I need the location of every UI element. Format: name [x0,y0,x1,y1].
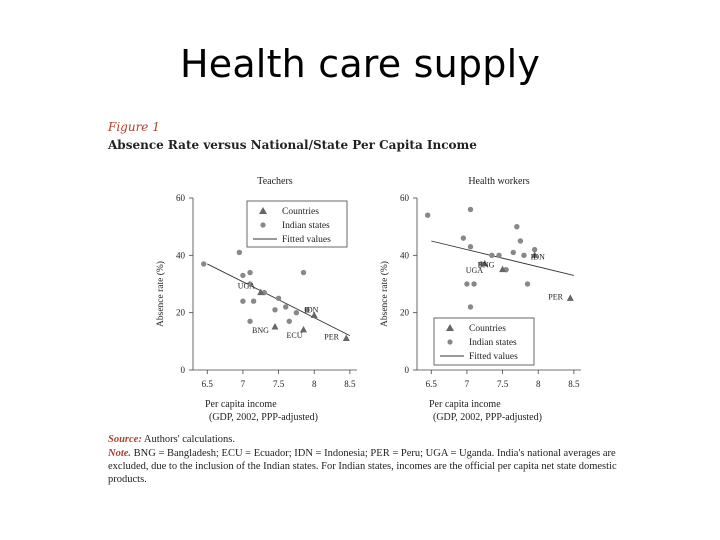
health-workers-legend-states-marker [447,339,452,344]
teachers-x-label-line2: (GDP, 2002, PPP-adjusted) [209,412,318,423]
teachers-state-point [287,319,292,324]
abbreviation-note [108,447,628,486]
teachers-y-tick-label: 0 [180,365,185,375]
health-workers-x-tick-label: 8 [535,379,541,389]
teachers-country-label-idn: IDN [304,305,319,315]
health-workers-country-label-uga: UGA [465,265,484,275]
teachers-state-point [283,304,288,309]
teachers-x-tick-label: 8.5 [344,379,356,389]
teachers-x-tick-label: 6.5 [201,379,213,389]
teachers-y-label: Absence rate (%) [156,261,166,327]
teachers-x-tick-label: 7 [240,379,246,389]
health-workers-state-point [525,281,530,286]
teachers-legend-states: Indian states [282,221,330,231]
slide-title: Health care supply [179,42,541,86]
health-workers-x-tick-label: 8.5 [568,379,580,389]
health-workers-state-point [496,253,501,258]
health-workers-country-label-per: PER [548,292,563,302]
health-workers-y-tick-label: 40 [400,250,409,261]
teachers-country-label-bng: BNG [252,326,269,335]
teachers-state-point [276,296,281,301]
teachers-state-point [240,299,245,304]
teachers-legend-states-marker [260,222,265,227]
health-workers-country-point-per [567,294,574,301]
health-workers-y-tick-label: 60 [400,193,409,203]
health-workers-y-tick-label: 20 [400,307,409,318]
health-workers-x-tick-label: 6.5 [425,379,437,389]
teachers-x-tick-label: 8 [311,379,317,389]
teachers-country-label-uga: UGA [237,281,256,291]
health-workers-country-label-bng: BNG [477,260,495,270]
teachers-state-point [247,319,252,324]
teachers-y-tick-label: 60 [176,193,185,203]
health-workers-x-tick-label: 7 [464,379,470,389]
health-workers-legend-states: Indian states [469,338,517,348]
teachers-state-point [294,310,299,315]
teachers-state-point [272,307,277,312]
health-workers-state-point [468,304,473,309]
teachers-state-point [301,270,306,275]
teachers-country-label-ecu: ECU [286,330,303,340]
health-workers-x-label-line1: Per capita income [429,399,501,410]
health-workers-x-tick-label: 7.5 [496,379,509,389]
health-workers-legend-countries: Countries [469,324,506,334]
health-workers-panel-title: Health workers [468,176,530,187]
teachers-legend-countries: Countries [282,207,319,217]
teachers-legend-fit: Fitted values [282,235,331,245]
health-workers-state-point [468,244,473,249]
health-workers-x-label-line2: (GDP, 2002, PPP-adjusted) [433,412,542,423]
note-lead: Note. [108,448,132,459]
source-text: Authors' calculations. [143,434,236,445]
source-note [108,433,628,446]
teachers-state-point [240,273,245,278]
health-workers-y-label: Absence rate (%) [380,261,390,327]
health-workers-country-label-idn: IDN [530,252,545,262]
health-workers-y-tick-label: 0 [404,365,409,375]
teachers-state-point [237,250,242,255]
health-workers-state-point [471,281,476,286]
figure-title: Absence Rate versus National/State Per Capita Income [108,138,477,152]
health-workers-state-point [518,238,523,243]
health-workers-state-point [464,281,469,286]
figure-label: Figure 1 [108,120,160,134]
teachers-state-point [247,270,252,275]
teachers-country-label-per: PER [324,332,339,342]
teachers-state-point [251,299,256,304]
teachers-state-point [201,261,206,266]
teachers-y-tick-label: 20 [176,307,185,318]
health-workers-state-point [511,250,516,255]
teachers-panel-title: Teachers [257,176,293,187]
teachers-x-tick-label: 7.5 [272,379,285,389]
health-workers-state-point [514,224,519,229]
note-text: BNG = Bangladesh; ECU = Ecuador; IDN = Indonesia; PER = Peru; UGA = Uganda. India's national averages are excluded, due to the inclusion of the Indian states. For Indian states, incomes are the official per capita net state domestic products. [108,448,617,485]
health-workers-state-point [489,253,494,258]
health-workers-state-point [521,253,526,258]
health-workers-state-point [468,207,473,212]
health-workers-legend-fit: Fitted values [469,352,518,362]
source-lead: Source: [108,434,142,445]
teachers-y-tick-label: 40 [176,250,185,261]
health-workers-state-point [425,213,430,218]
health-workers-state-point [461,235,466,240]
teachers-country-point-bng [272,323,279,330]
teachers-x-label-line1: Per capita income [205,399,277,410]
